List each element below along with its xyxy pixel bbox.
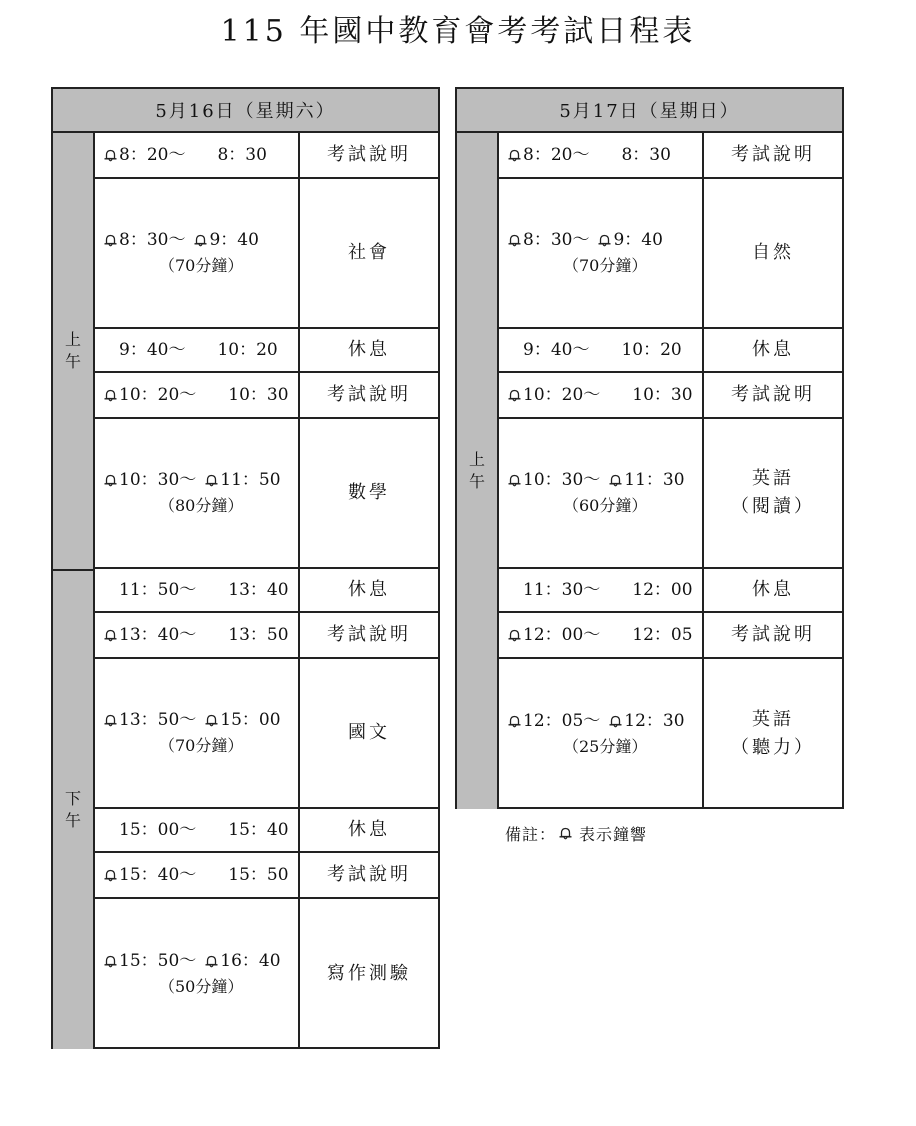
bell-icon — [507, 714, 522, 729]
day-header: 5月17日（星期日） — [457, 89, 842, 133]
duration-label: （80分鐘） — [159, 496, 244, 515]
schedule-row — [499, 419, 842, 569]
bell-icon — [558, 826, 573, 841]
schedule-row — [499, 133, 842, 179]
subject-label: 社會 — [348, 242, 390, 263]
subject-label: 數學 — [348, 482, 390, 503]
end-time: 12：05 — [632, 625, 693, 645]
schedule-row — [95, 809, 438, 853]
start-time: 13：50～ — [119, 710, 197, 730]
time-cell — [499, 613, 704, 657]
bell-icon — [507, 233, 522, 248]
bell-icon — [608, 714, 623, 729]
bell-icon — [597, 233, 612, 248]
session-label: 上 午 — [53, 133, 95, 569]
time-cell — [95, 853, 300, 897]
time-range — [103, 577, 298, 603]
time-range — [507, 622, 702, 648]
duration-label: （50分鐘） — [159, 977, 244, 996]
schedule-row — [95, 179, 438, 329]
start-time: 12：05～ — [523, 711, 601, 731]
subject-cell — [704, 133, 842, 177]
session-label: 上 午 — [457, 133, 499, 809]
subject-cell — [300, 373, 438, 417]
time-range — [103, 948, 298, 974]
duration-label: （70分鐘） — [563, 256, 648, 275]
note-text: 表示鐘響 — [579, 825, 648, 844]
end-time: 15：40 — [228, 820, 289, 840]
bell-icon — [193, 233, 208, 248]
end-time: 15：50 — [228, 865, 289, 885]
subject-cell — [300, 133, 438, 177]
time-cell — [499, 373, 704, 417]
bell-icon — [103, 868, 118, 883]
duration-label: （70分鐘） — [159, 736, 244, 755]
end-time: 10：20 — [621, 340, 682, 360]
subject-label: 考試說明 — [731, 624, 815, 645]
time-range — [507, 142, 702, 168]
schedule-row — [95, 569, 438, 613]
end-time: 12：00 — [632, 580, 693, 600]
subject-cell — [300, 179, 438, 327]
subject-cell — [704, 659, 842, 809]
time-cell — [95, 419, 300, 567]
day-table — [51, 87, 440, 1049]
time-range — [507, 467, 702, 493]
start-time: 11：30～ — [523, 580, 601, 600]
schedule-row — [95, 613, 438, 659]
time-cell — [95, 569, 300, 611]
subject-label: 考試說明 — [327, 144, 411, 165]
duration-label: （60分鐘） — [563, 496, 648, 515]
time-range — [103, 862, 298, 888]
subject-cell — [300, 853, 438, 897]
time-range — [507, 708, 702, 734]
end-time: 10：30 — [228, 385, 289, 405]
start-time: 10：30～ — [523, 470, 601, 490]
subject-label: 休息 — [752, 579, 794, 600]
duration-label: （25分鐘） — [563, 737, 648, 756]
bell-icon — [103, 388, 118, 403]
time-range — [507, 337, 702, 363]
start-time: 10：30～ — [119, 470, 197, 490]
bell-icon — [103, 473, 118, 488]
subject-label: 考試說明 — [327, 624, 411, 645]
end-time: 13：50 — [228, 625, 289, 645]
schedule-row — [499, 659, 842, 809]
time-cell — [95, 179, 300, 327]
end-time: 13：40 — [228, 580, 289, 600]
time-cell — [95, 809, 300, 851]
subject-label: 寫作測驗 — [327, 963, 411, 984]
bell-icon — [204, 954, 219, 969]
end-time: 11：30 — [624, 470, 685, 490]
time-range — [103, 467, 298, 493]
subject-cell — [704, 419, 842, 567]
time-cell — [95, 613, 300, 657]
schedule-row — [499, 179, 842, 329]
subject-cell — [300, 419, 438, 567]
start-time: 15：40～ — [119, 865, 197, 885]
subject-cell — [704, 569, 842, 611]
schedule-row — [499, 373, 842, 419]
day-table — [455, 87, 844, 809]
subject-label: 休息 — [348, 339, 390, 360]
bell-icon — [608, 473, 623, 488]
subject-label: （聽力） — [731, 737, 815, 758]
time-cell — [95, 329, 300, 371]
end-time: 10：30 — [632, 385, 693, 405]
time-cell — [95, 899, 300, 1049]
bell-icon — [507, 148, 522, 163]
subject-label: 考試說明 — [731, 144, 815, 165]
bell-icon — [103, 628, 118, 643]
day-header: 5月16日（星期六） — [53, 89, 438, 133]
subject-cell — [704, 613, 842, 657]
duration-label: （70分鐘） — [159, 256, 244, 275]
subject-label: 英語 — [752, 709, 794, 730]
subject-label: 自然 — [752, 242, 794, 263]
time-cell — [95, 373, 300, 417]
time-range — [103, 142, 298, 168]
subject-cell — [300, 329, 438, 371]
note-prefix: 備註： — [505, 825, 557, 844]
start-time: 8：20～ — [119, 145, 186, 165]
schedule-row — [499, 569, 842, 613]
schedule-row — [95, 133, 438, 179]
end-time: 15：00 — [220, 710, 281, 730]
subject-label: （閱讀） — [731, 496, 815, 517]
start-time: 10：20～ — [119, 385, 197, 405]
schedule-row — [95, 329, 438, 373]
start-time: 9：40～ — [523, 340, 590, 360]
time-range — [507, 382, 702, 408]
end-time: 8：30 — [217, 145, 267, 165]
start-time: 11：50～ — [119, 580, 197, 600]
start-time: 8：30～ — [119, 230, 186, 250]
subject-label: 休息 — [752, 339, 794, 360]
bell-icon — [103, 954, 118, 969]
subject-label: 考試說明 — [731, 384, 815, 405]
start-time: 15：00～ — [119, 820, 197, 840]
start-time: 10：20～ — [523, 385, 601, 405]
time-cell — [499, 133, 704, 177]
time-cell — [499, 179, 704, 327]
time-range — [103, 337, 298, 363]
time-cell — [499, 419, 704, 567]
time-cell — [499, 329, 704, 371]
subject-cell — [300, 899, 438, 1049]
schedule-row — [95, 853, 438, 899]
subject-label: 考試說明 — [327, 864, 411, 885]
time-range — [103, 707, 298, 733]
page-title: 115 年國中教育會考考試日程表 — [220, 14, 696, 49]
start-time: 8：20～ — [523, 145, 590, 165]
end-time: 11：50 — [220, 470, 281, 490]
subject-label: 考試說明 — [327, 384, 411, 405]
subject-cell — [704, 373, 842, 417]
end-time: 9：40 — [613, 230, 663, 250]
bell-icon — [507, 473, 522, 488]
bell-icon — [103, 713, 118, 728]
subject-cell — [300, 569, 438, 611]
schedule-row — [95, 899, 438, 1049]
subject-cell — [300, 613, 438, 657]
time-cell — [95, 659, 300, 807]
end-time: 10：20 — [217, 340, 278, 360]
schedule-row — [95, 419, 438, 569]
start-time: 9：40～ — [119, 340, 186, 360]
bell-icon — [103, 233, 118, 248]
subject-cell — [300, 809, 438, 851]
end-time: 9：40 — [209, 230, 259, 250]
time-range — [507, 577, 702, 603]
subject-cell — [300, 659, 438, 807]
bell-icon — [204, 473, 219, 488]
time-range — [103, 817, 298, 843]
schedule-row — [95, 659, 438, 809]
subject-label: 休息 — [348, 579, 390, 600]
time-cell — [499, 659, 704, 809]
start-time: 8：30～ — [523, 230, 590, 250]
time-cell — [95, 133, 300, 177]
bell-icon — [507, 388, 522, 403]
session-label: 下 午 — [53, 569, 95, 1049]
end-time: 16：40 — [220, 951, 281, 971]
schedule-row — [499, 329, 842, 373]
subject-cell — [704, 179, 842, 327]
time-cell — [499, 569, 704, 611]
schedule-row — [499, 613, 842, 659]
end-time: 12：30 — [624, 711, 685, 731]
time-range — [507, 227, 702, 253]
legend-note — [505, 822, 647, 845]
bell-icon — [507, 628, 522, 643]
schedule-row — [95, 373, 438, 419]
subject-cell — [704, 329, 842, 371]
start-time: 15：50～ — [119, 951, 197, 971]
time-range — [103, 227, 298, 253]
end-time: 8：30 — [621, 145, 671, 165]
bell-icon — [103, 148, 118, 163]
subject-label: 英語 — [752, 468, 794, 489]
time-range — [103, 622, 298, 648]
start-time: 12：00～ — [523, 625, 601, 645]
start-time: 13：40～ — [119, 625, 197, 645]
subject-label: 國文 — [348, 722, 390, 743]
bell-icon — [204, 713, 219, 728]
subject-label: 休息 — [348, 819, 390, 840]
time-range — [103, 382, 298, 408]
